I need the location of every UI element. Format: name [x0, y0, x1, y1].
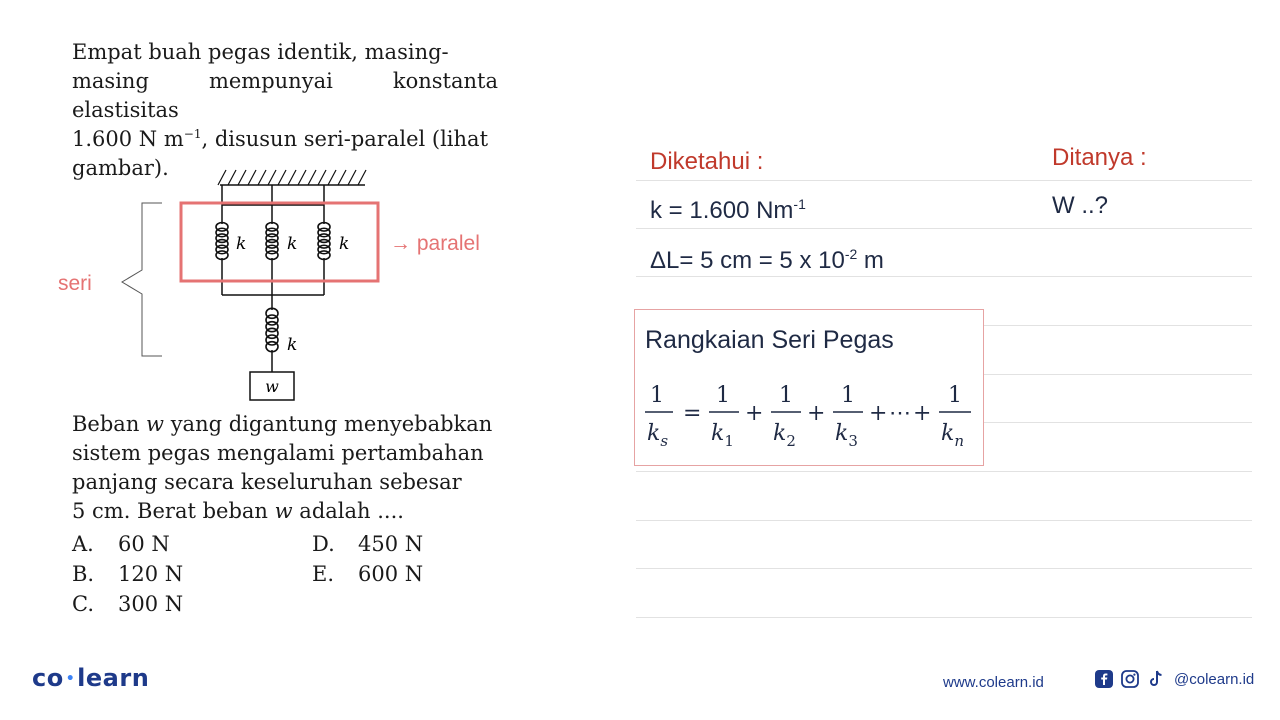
- mass-label: w: [265, 377, 279, 396]
- ruled-line: [636, 180, 1252, 181]
- spring-label: k: [287, 335, 298, 355]
- series-spring-formula: [643, 380, 977, 460]
- option-a[interactable]: A. 60 N: [72, 532, 170, 556]
- plus-sign: +: [869, 401, 888, 426]
- question-line: sistem pegas mengalami pertambahan: [72, 441, 484, 465]
- ruled-line: [636, 228, 1252, 229]
- question-line: gambar).: [72, 156, 169, 180]
- question-line: panjang secara keseluruhan sebesar: [72, 470, 462, 494]
- spring-label: k: [287, 234, 298, 254]
- ruled-line: [636, 471, 1252, 472]
- spring-label: k: [236, 234, 247, 254]
- plus-sign: +: [745, 401, 764, 426]
- option-e[interactable]: E. 600 N: [312, 562, 424, 586]
- asked-w: W ..?: [1052, 192, 1109, 219]
- ruled-line: [636, 276, 1252, 277]
- fraction-denominator: $k_s$: [647, 421, 669, 450]
- known-delta-l: ΔL= 5 cm = 5 x $10^{-2}$ m: [650, 246, 884, 274]
- formula-title: Rangkaian Seri Pegas: [645, 326, 894, 354]
- plus-sign: +: [807, 401, 826, 426]
- known-heading: Diketahui :: [650, 148, 764, 175]
- option-d[interactable]: D. 450 N: [312, 532, 424, 556]
- option-c[interactable]: C. 300 N: [72, 592, 184, 616]
- question-body: [72, 410, 498, 526]
- spring-diagram: [40, 160, 510, 410]
- website-link[interactable]: www.colearn.id: [943, 674, 1044, 691]
- spring-label: k: [339, 234, 350, 254]
- fraction-denominator: $k_1$: [711, 421, 734, 450]
- spring-coil: [318, 223, 330, 260]
- fraction-denominator: $k_3$: [835, 421, 858, 450]
- ruled-line: [636, 617, 1252, 618]
- fraction-numerator: 1: [841, 383, 855, 408]
- question-line: 1.600 N $m^{-1}$, disusun seri-paralel (lihat: [72, 127, 489, 151]
- colearn-logo: co •learn: [32, 664, 150, 692]
- question-line: 5 cm. Berat beban w adalah ....: [72, 499, 404, 523]
- formula-box: [634, 309, 984, 466]
- equals-sign: =: [683, 401, 702, 426]
- ellipsis: ⋯: [889, 401, 911, 426]
- fraction-numerator: 1: [650, 383, 664, 408]
- instagram-icon[interactable]: [1120, 669, 1140, 689]
- spring-coil: [266, 223, 278, 260]
- question-line: Beban w yang digantung menyebabkan: [72, 412, 493, 436]
- plus-sign: +: [913, 401, 932, 426]
- question-line: Empat buah pegas identik, masing-: [72, 40, 449, 64]
- tiktok-icon[interactable]: [1146, 669, 1166, 689]
- fraction-denominator: $k_2$: [773, 421, 796, 450]
- seri-bracket: [122, 203, 162, 356]
- spring-coil: [266, 308, 278, 351]
- asked-heading: Ditanya :: [1052, 144, 1147, 171]
- paralel-label: → paralel: [390, 232, 480, 255]
- series-spring: [266, 308, 278, 351]
- social-links: [1094, 669, 1254, 689]
- ceiling-hatch: [218, 170, 366, 185]
- facebook-icon[interactable]: [1094, 669, 1114, 689]
- question-line: masing mempunyai konstanta elastisitas: [72, 69, 498, 122]
- seri-label: seri: [58, 272, 92, 295]
- fraction-numerator: 1: [948, 383, 962, 408]
- fraction-numerator: 1: [716, 383, 730, 408]
- social-handle: @colearn.id: [1174, 670, 1255, 688]
- spring-coil: [216, 223, 228, 260]
- fraction-numerator: 1: [779, 383, 793, 408]
- fraction-denominator: $k_n$: [941, 421, 965, 450]
- ruled-line: [636, 520, 1252, 521]
- ruled-line: [636, 568, 1252, 569]
- known-k: k = 1.600 $Nm^{-1}$: [650, 196, 806, 224]
- option-b[interactable]: B. 120 N: [72, 562, 184, 586]
